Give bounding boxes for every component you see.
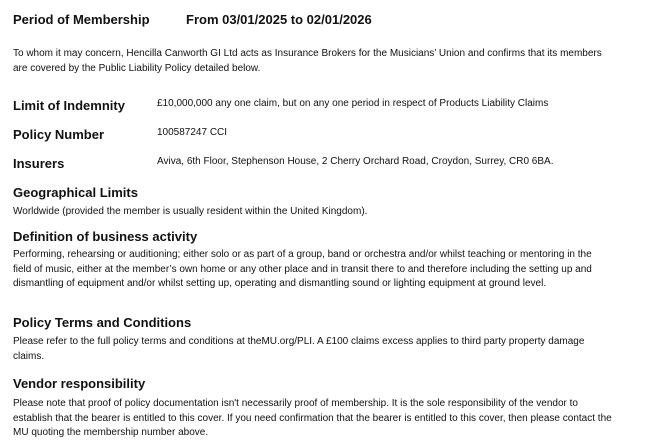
policy-terms-body: Please refer to the full policy terms and conditions at theMU.org/PLI. A £100 claims excess applies to third party property damage claims. <box>13 336 585 362</box>
limit-of-indemnity-value: £10,000,000 any one claim, but on any one period in respect of Products Liability Claims <box>157 98 549 109</box>
geographical-limits-body: Worldwide (provided the member is usually resident within the United Kingdom). <box>13 206 368 217</box>
period-label: Period of Membership <box>13 12 150 27</box>
policy-number-value: 100587247 CCI <box>157 127 228 138</box>
policy-terms-heading: Policy Terms and Conditions <box>13 315 192 330</box>
vendor-responsibility-body: Please note that proof of policy documentation isn't necessarily proof of membership. It is the sole responsibility of the vendor to establish that the bearer is entitled to this cover. If you need confirmation that the bearer is entitled to this cover, then please contact the MU quoting the membership number above. <box>13 398 612 438</box>
geographical-limits-heading: Geographical Limits <box>13 185 138 200</box>
insurers-label: Insurers <box>13 156 65 171</box>
limit-of-indemnity-label: Limit of Indemnity <box>13 98 125 113</box>
vendor-responsibility-heading: Vendor responsibility <box>13 376 146 391</box>
insurers-value: Aviva, 6th Floor, Stephenson House, 2 Cherry Orchard Road, Croydon, Surrey, CR0 6BA. <box>157 156 554 167</box>
period-value: From 03/01/2025 to 02/01/2026 <box>186 12 372 27</box>
intro-paragraph: To whom it may concern, Hencilla Canworth GI Ltd acts as Insurance Brokers for the Musicians’ Union and confirms that its members are covered by the Public Liability Policy detailed below. <box>13 48 602 74</box>
business-activity-body: Performing, rehearsing or auditioning; either solo or as part of a group, band or orchestra and/or whilst teaching or mentoring in the field of music, either at the member’s own home or any other place and in transit there to and therefore including the setting up and dismantling of equipment and/or whilst setting up, operating and dismantling sound or lighting equipment at ground level. <box>13 249 592 289</box>
business-activity-heading: Definition of business activity <box>13 229 198 244</box>
policy-number-label: Policy Number <box>13 127 105 142</box>
